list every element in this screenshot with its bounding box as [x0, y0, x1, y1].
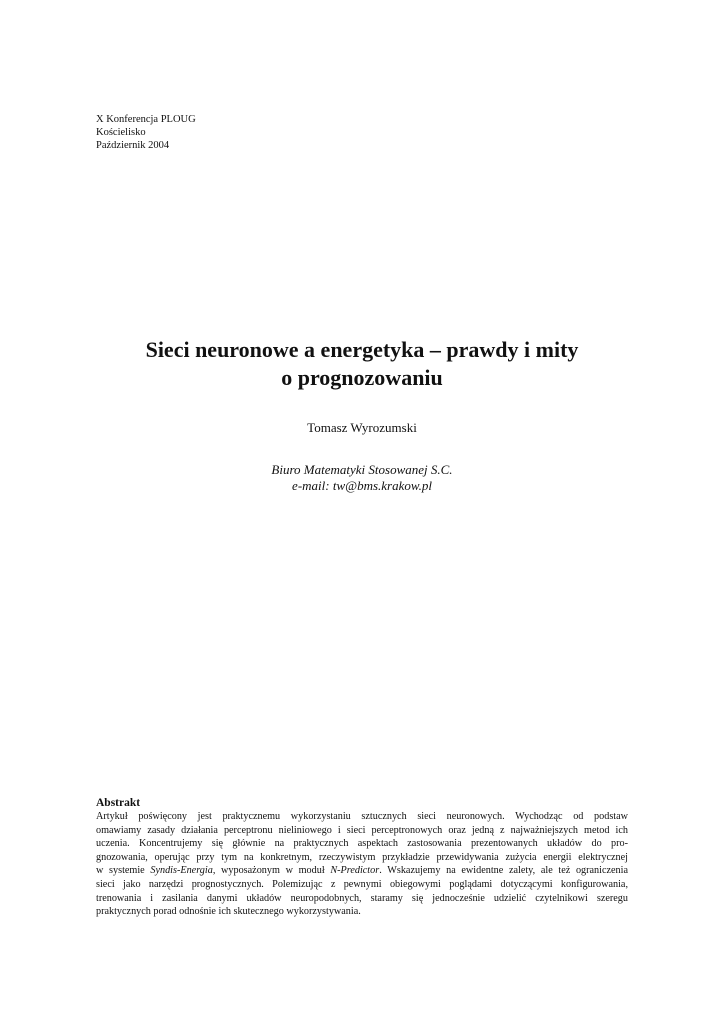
- abstract-text: . Wskazujemy na ewidentne zalety, ale też ograniczenia: [379, 865, 628, 877]
- affiliation: [60, 462, 664, 494]
- abstract-line: gnozowania, operując przy tym na konkretnym, rzeczywistym przykładzie przewidywania zużycia energii elektrycznej: [96, 851, 628, 863]
- affiliation-email: e-mail: tw@bms.krakow.pl: [292, 478, 432, 493]
- abstract-heading: Abstrakt: [96, 797, 141, 809]
- abstract-text: w systemie: [96, 865, 151, 877]
- module-name: N-Predictor: [330, 865, 380, 877]
- abstract-text: , wyposażonym w moduł: [212, 865, 331, 877]
- abstract-section: [96, 796, 628, 919]
- conference-date: Październik 2004: [96, 140, 170, 151]
- abstract-line: trenowania i zasilania danymi układów neuropodobnych, staramy się jednocześnie udzielić czytelnikowi szeregu: [96, 892, 628, 904]
- abstract-line: uczenia. Koncentrujemy się głównie na praktycznych aspektach zastosowania prezentowanych układów do pro-: [96, 838, 628, 850]
- conference-header: [96, 113, 196, 152]
- system-name: Syndis-Energia: [150, 865, 213, 877]
- abstract-line: praktycznych porad odnośnie ich skutecznego wykorzystywania.: [96, 906, 361, 918]
- abstract-line: Artykuł poświęcony jest praktycznemu wykorzystaniu sztucznych sieci neuronowych. Wychodząc od podstaw: [96, 811, 628, 822]
- conference-place: Kościelisko: [96, 127, 146, 138]
- title-line-1: Sieci neuronowe a energetyka – prawdy i mity: [145, 337, 579, 362]
- conference-name: X Konferencja PLOUG: [96, 114, 196, 125]
- abstract-line: sieci jako narzędzi prognostycznych. Polemizując z pewnymi obiegowymi poglądami dotyczącymi konfigurowania,: [96, 878, 628, 890]
- author-name: Tomasz Wyrozumski: [307, 420, 417, 435]
- abstract-line: [96, 864, 628, 878]
- affiliation-institution: Biuro Matematyki Stosowanej S.C.: [271, 462, 453, 477]
- paper-title: [60, 336, 664, 392]
- title-line-2: o prognozowaniu: [281, 365, 443, 390]
- abstract-line: omawiamy zasady działania perceptronu nieliniowego i sieci perceptronowych oraz jedną z najważniejszych metod ich: [96, 824, 628, 836]
- abstract-body: [96, 810, 628, 919]
